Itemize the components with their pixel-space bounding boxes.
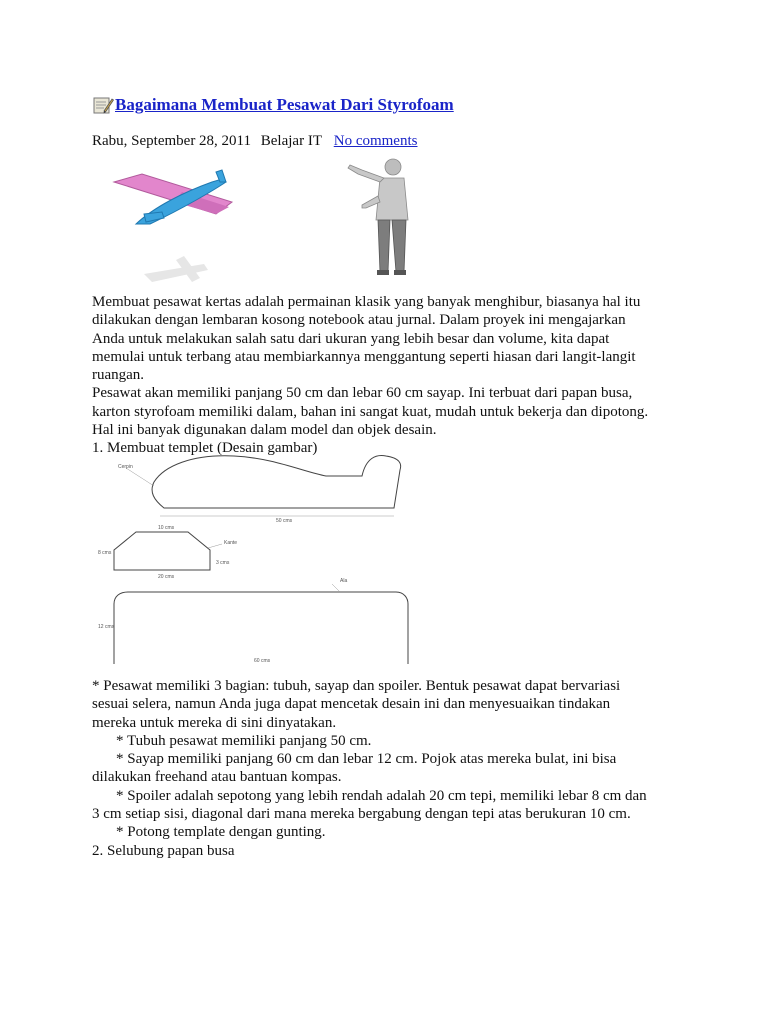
details-line: * Sayap memiliki panjang 60 cm dan lebar 12 cm. Pojok atas mereka bulat, ini bisa bbox=[116, 751, 617, 768]
post-title-row bbox=[92, 92, 454, 118]
intro-line: 1. Membuat templet (Desain gambar) bbox=[92, 440, 318, 457]
fuselage-outline bbox=[152, 456, 401, 508]
wing-outline bbox=[114, 592, 408, 664]
intro-line: Anda untuk melakukan salah satu dari ukuran yang lebih besar dan volume, kita dapat bbox=[92, 330, 610, 347]
spoiler-bottom: 20 cms bbox=[158, 574, 175, 580]
post-title-link[interactable]: Bagaimana Membuat Pesawat Dari Styrofoam bbox=[115, 95, 454, 114]
intro-line: dilakukan dengan lembaran kosong notebook atau jurnal. Dalam proyek ini mengajarkan bbox=[92, 312, 626, 329]
spoiler-top: 10 cms bbox=[158, 525, 175, 531]
intro-line: ruangan. bbox=[92, 367, 145, 384]
intro-line: Membuat pesawat kertas adalah permainan klasik yang banyak menghibur, biasanya hal itu bbox=[92, 294, 641, 310]
details-paragraph bbox=[92, 677, 692, 860]
spoiler-side-label: Kante bbox=[224, 540, 238, 546]
details-line: sesuai selera, namun Anda juga dapat mencetak desain ini dan menyesuaikan tindakan bbox=[92, 696, 611, 713]
post-author: Belajar IT bbox=[260, 133, 322, 149]
plane-shadow bbox=[144, 256, 208, 282]
foam-plane-illustration bbox=[104, 152, 416, 297]
details-line: * Pesawat memiliki 3 bagian: tubuh, sayap dan spoiler. Bentuk pesawat dapat bervariasi bbox=[92, 678, 621, 694]
details-line: * Spoiler adalah sepotong yang lebih rendah adalah 20 cm tepi, memiliki lebar 8 cm dan bbox=[116, 787, 647, 804]
intro-paragraph bbox=[92, 293, 692, 458]
intro-line: karton styrofoam memiliki dalam, bahan ini sangat kuat, mudah untuk bekerja dan dipotong. bbox=[92, 403, 649, 420]
spoiler-height: 8 cms bbox=[98, 550, 112, 556]
details-line: dilakukan freehand atau bantuan kompas. bbox=[92, 769, 342, 786]
person-figure bbox=[348, 159, 408, 275]
details-line: mereka untuk mereka di sini dinyatakan. bbox=[92, 714, 337, 731]
post-date: Rabu, September 28, 2011 bbox=[92, 133, 252, 149]
post-meta bbox=[92, 133, 417, 150]
template-diagram bbox=[98, 452, 416, 667]
intro-line: Hal ini banyak digunakan dalam model dan objek desain. bbox=[92, 422, 437, 439]
spoiler-outline bbox=[114, 532, 210, 570]
fuselage-length: 50 cms bbox=[276, 518, 293, 524]
fuselage-label: Cerpin bbox=[118, 464, 133, 470]
post-note-icon bbox=[92, 94, 114, 116]
wing-height: 12 cms bbox=[98, 624, 115, 630]
wing-label: Ala bbox=[340, 578, 348, 584]
intro-line: memulai untuk terbang atau membiarkannya menggantung seperti hiasan dari langit-langit bbox=[92, 348, 636, 365]
wing-length: 60 cms bbox=[254, 658, 271, 664]
plane bbox=[114, 170, 232, 224]
details-line: * Potong template dengan gunting. bbox=[116, 824, 326, 841]
details-line: 2. Selubung papan busa bbox=[92, 842, 235, 859]
spoiler-edge: 3 cms bbox=[216, 560, 230, 566]
intro-line: Pesawat akan memiliki panjang 50 cm dan lebar 60 cm sayap. Ini terbuat dari papan busa, bbox=[92, 385, 633, 402]
details-line: 3 cm setiap sisi, diagonal dari mana mereka bergabung dengan tepi atas berukuran 10 cm. bbox=[92, 806, 631, 823]
comments-link[interactable]: No comments bbox=[333, 133, 418, 149]
details-line: * Tubuh pesawat memiliki panjang 50 cm. bbox=[116, 732, 372, 749]
